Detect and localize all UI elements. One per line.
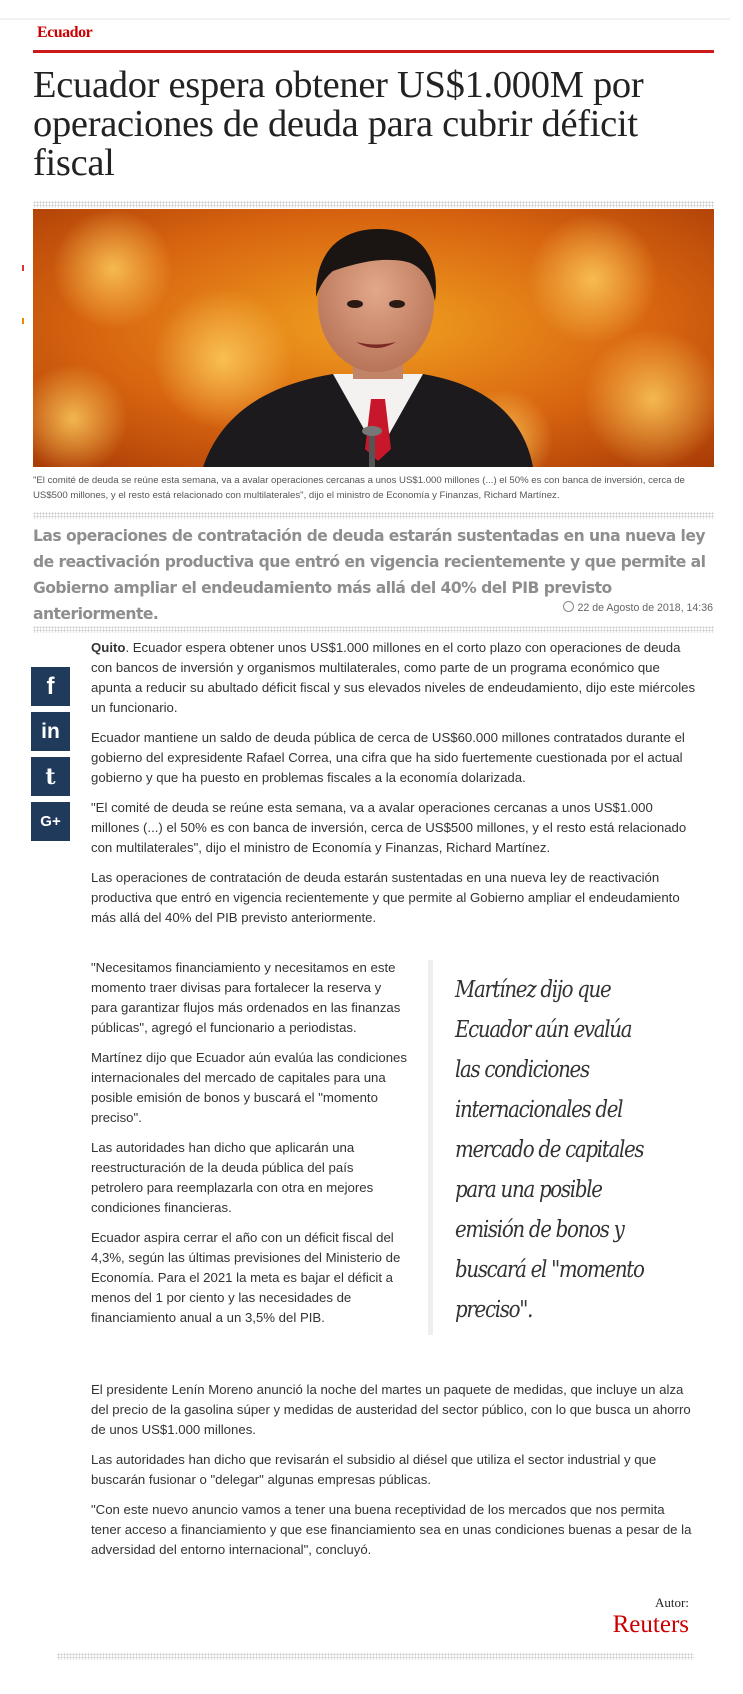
facebook-icon: f bbox=[46, 672, 55, 700]
paragraph: "Necesitamos financiamiento y necesitamos en este momento traer divisas para fortalecer la reserva y para garantizar flujos más ordenados en las finanzas públicas", agregó el funcionario a periodistas. bbox=[91, 960, 401, 1035]
article-body-continued bbox=[91, 1380, 696, 1570]
paragraph: Ecuador mantiene un saldo de deuda pública de cerca de US$60.000 millones contratados durante el gobierno del expresidente Rafael Correa, una cifra que ha sido fuertemente cuestionada por el actual gobierno y que ha puesto en problemas fiscales a la economía dolarizada. bbox=[91, 730, 685, 785]
clock-icon bbox=[563, 601, 574, 612]
publish-date: 22 de Agosto de 2018, 14:36 bbox=[563, 601, 713, 614]
author-name[interactable]: Reuters bbox=[612, 1611, 689, 1638]
dotted-divider bbox=[33, 626, 714, 633]
dotted-divider bbox=[57, 1653, 694, 1660]
pull-quote bbox=[428, 960, 698, 1335]
paragraph: "Con este nuevo anuncio vamos a tener una buena receptividad de los mercados que nos permita tener acceso a financiamiento y que ese financiamiento sea en unas condiciones buenas a pesar de la adversidad del entorno internacional", concluyó. bbox=[91, 1502, 692, 1557]
article-body bbox=[91, 638, 696, 938]
headline: Ecuador espera obtener US$1.000M por operaciones de deuda para cubrir déficit fiscal bbox=[33, 64, 644, 184]
top-divider bbox=[0, 18, 730, 20]
dotted-divider bbox=[33, 512, 714, 519]
paragraph: Las operaciones de contratación de deuda estarán sustentadas en una nueva ley de reactivación productiva que entró en vigencia recientemente y que permite al Gobierno ampliar el endeudamiento más allá del 40% del PIB previsto anteriormente. bbox=[91, 870, 680, 925]
paragraph: Martínez dijo que Ecuador aún evalúa las condiciones internacionales del mercado de capitales para una posible emisión de bonos y buscará el "momento preciso". bbox=[91, 1050, 407, 1125]
section-label[interactable]: Ecuador bbox=[37, 24, 93, 41]
paragraph: Quito. Ecuador espera obtener unos US$1.000 millones en el corto plazo con operaciones de deuda con bancos de inversión y organismos multilaterales, como parte de un programa económico que apunta a reducir su abultado déficit fiscal y sus elevados niveles de endeudamiento, dijo este miércoles un funcionario. bbox=[91, 640, 696, 715]
edge-marker bbox=[22, 318, 24, 324]
dotted-divider bbox=[33, 201, 714, 208]
author-label: Autor: bbox=[655, 1595, 689, 1610]
linkedin-share-button[interactable] bbox=[31, 712, 70, 751]
paragraph: Las autoridades han dicho que revisarán el subsidio al diésel que utiliza el sector industrial y que buscarán fusionar o "delegar" algunas empresas públicas. bbox=[91, 1452, 657, 1487]
twitter-icon: t bbox=[45, 763, 56, 790]
linkedin-icon: in bbox=[41, 719, 60, 743]
paragraph: El presidente Lenín Moreno anunció la noche del martes un paquete de medidas, que incluye un alza del precio de la gasolina súper y medidas de austeridad del sector público, con lo que busca un ahorro de unos US$1.000 millones. bbox=[91, 1382, 691, 1437]
paragraph: Las autoridades han dicho que aplicarán una reestructuración de la deuda pública del país petrolero para reemplazarla con otra en mejores condiciones financieras. bbox=[91, 1140, 374, 1215]
google-plus-icon: G+ bbox=[40, 813, 61, 830]
twitter-share-button[interactable] bbox=[31, 757, 70, 796]
google-plus-share-button[interactable] bbox=[31, 802, 70, 841]
paragraph: Ecuador aspira cerrar el año con un déficit fiscal del 4,3%, según las últimas previsiones del Ministerio de Economía. Para el 2021 la meta es bajar el déficit a menos del 1 por ciento y las necesidades de financiamiento anual a un 3,5% del PIB. bbox=[91, 1230, 401, 1325]
hero-photo bbox=[33, 209, 714, 467]
edge-marker bbox=[22, 265, 24, 271]
facebook-share-button[interactable] bbox=[31, 667, 70, 706]
lead-summary: Las operaciones de contratación de deuda estarán sustentadas en una nueva ley de reactivación productiva que entró en vigencia recientemente y que permite al Gobierno ampliar el endeudamiento más allá del 40% del PIB previsto anteriormente. bbox=[33, 527, 706, 623]
article-body-column bbox=[91, 958, 407, 1338]
photo-caption: "El comité de deuda se reúne esta semana, va a avalar operaciones cercanas a unos US$1.000 millones (...) el 50% es con banca de inversión, cerca de US$500 millones, y el resto está relacionado con multilaterales", dijo el ministro de Economía y Finanzas, Richard Martínez. bbox=[33, 475, 685, 501]
section-rule bbox=[33, 50, 714, 53]
paragraph: "El comité de deuda se reúne esta semana, va a avalar operaciones cercanas a unos US$1.000 millones (...) el 50% es con banca de inversión, cerca de US$500 millones, y el resto está relacionado con multilaterales", dijo el ministro de Economía y Finanzas, Richard Martínez. bbox=[91, 800, 687, 855]
pull-quote-text: Martínez dijo que Ecuador aún evalúa las condiciones internacionales del mercado de capitales para una posible emisión de bonos y buscará el "momento preciso". bbox=[455, 977, 644, 1323]
